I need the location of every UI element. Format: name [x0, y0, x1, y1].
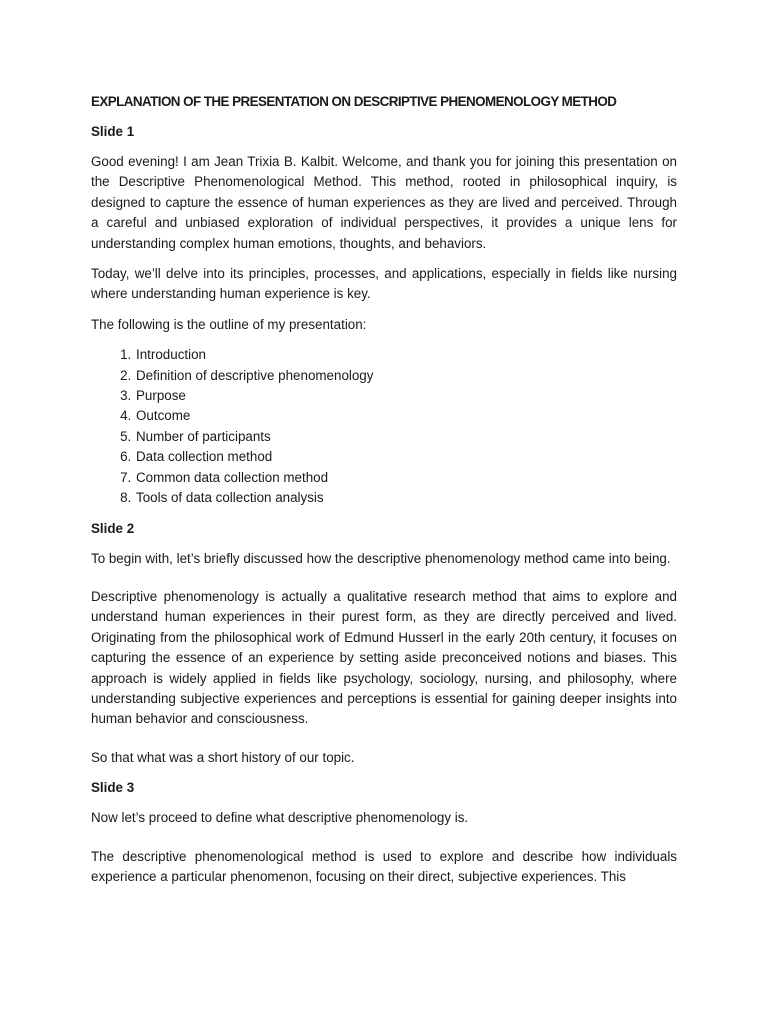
presentation-outline-list [91, 345, 677, 508]
outline-item: 8. Tools of data collection analysis [135, 488, 677, 508]
document-title: EXPLANATION OF THE PRESENTATION ON DESCRIPTIVE PHENOMENOLOGY METHOD [91, 94, 617, 109]
slide-2-heading: Slide 2 [91, 520, 135, 536]
slide-2-paragraph-history: Descriptive phenomenology is actually a qualitative research method that aims to explore and understand human experiences in their purest form, as they are directly perceived and lived. Originating from the philosophical work of Edmund Husserl in the early 20th century, it focuses on capturing the essence of an experience by setting aside preconceived notions and biases. This approach is widely applied in fields like psychology, sociology, nursing, and philosophy, where understanding subjective experiences and perceptions is essential for gaining deeper insights into human behavior and consciousness. [91, 588, 677, 727]
outline-item: 3. Purpose [135, 386, 677, 406]
outline-item: 2. Definition of descriptive phenomenology [135, 366, 677, 386]
outline-item: 7. Common data collection method [135, 468, 677, 488]
outline-item: 5. Number of participants [135, 427, 677, 447]
outline-item: 1. Introduction [135, 345, 677, 365]
slide-1-paragraph-overview: Today, we’ll delve into its principles, processes, and applications, especially in fields like nursing where understanding human experience is key. [91, 266, 677, 302]
outline-item: 6. Data collection method [135, 447, 677, 467]
slide-1-heading: Slide 1 [91, 124, 135, 139]
slide-2-paragraph-closing: So that what was a short history of our topic. [91, 749, 355, 765]
slide-1-paragraph-intro: Good evening! I am Jean Trixia B. Kalbit. Welcome, and thank you for joining this presentation on the Descriptive Phenomenological Method. This method, rooted in philosophical inquiry, is designed to capture the essence of human experiences as they are lived and perceived. Through a careful and unbiased exploration of individual perspectives, it provides a unique lens for understanding complex human emotions, thoughts, and behaviors. [91, 154, 677, 251]
slide-2-paragraph-intro: To begin with, let’s briefly discussed how the descriptive phenomenology method came into being. [91, 550, 671, 566]
slide-3-heading: Slide 3 [91, 780, 135, 796]
document-page [91, 92, 677, 1008]
slide-1-paragraph-outline-lead: The following is the outline of my presentation: [91, 316, 367, 332]
slide-3-paragraph-intro: Now let’s proceed to define what descriptive phenomenology is. [91, 810, 469, 826]
outline-item: 4. Outcome [135, 406, 677, 426]
slide-3-paragraph-definition: The descriptive phenomenological method is used to explore and describe how individuals experience a particular phenomenon, focusing on their direct, subjective experiences. This [91, 848, 677, 884]
